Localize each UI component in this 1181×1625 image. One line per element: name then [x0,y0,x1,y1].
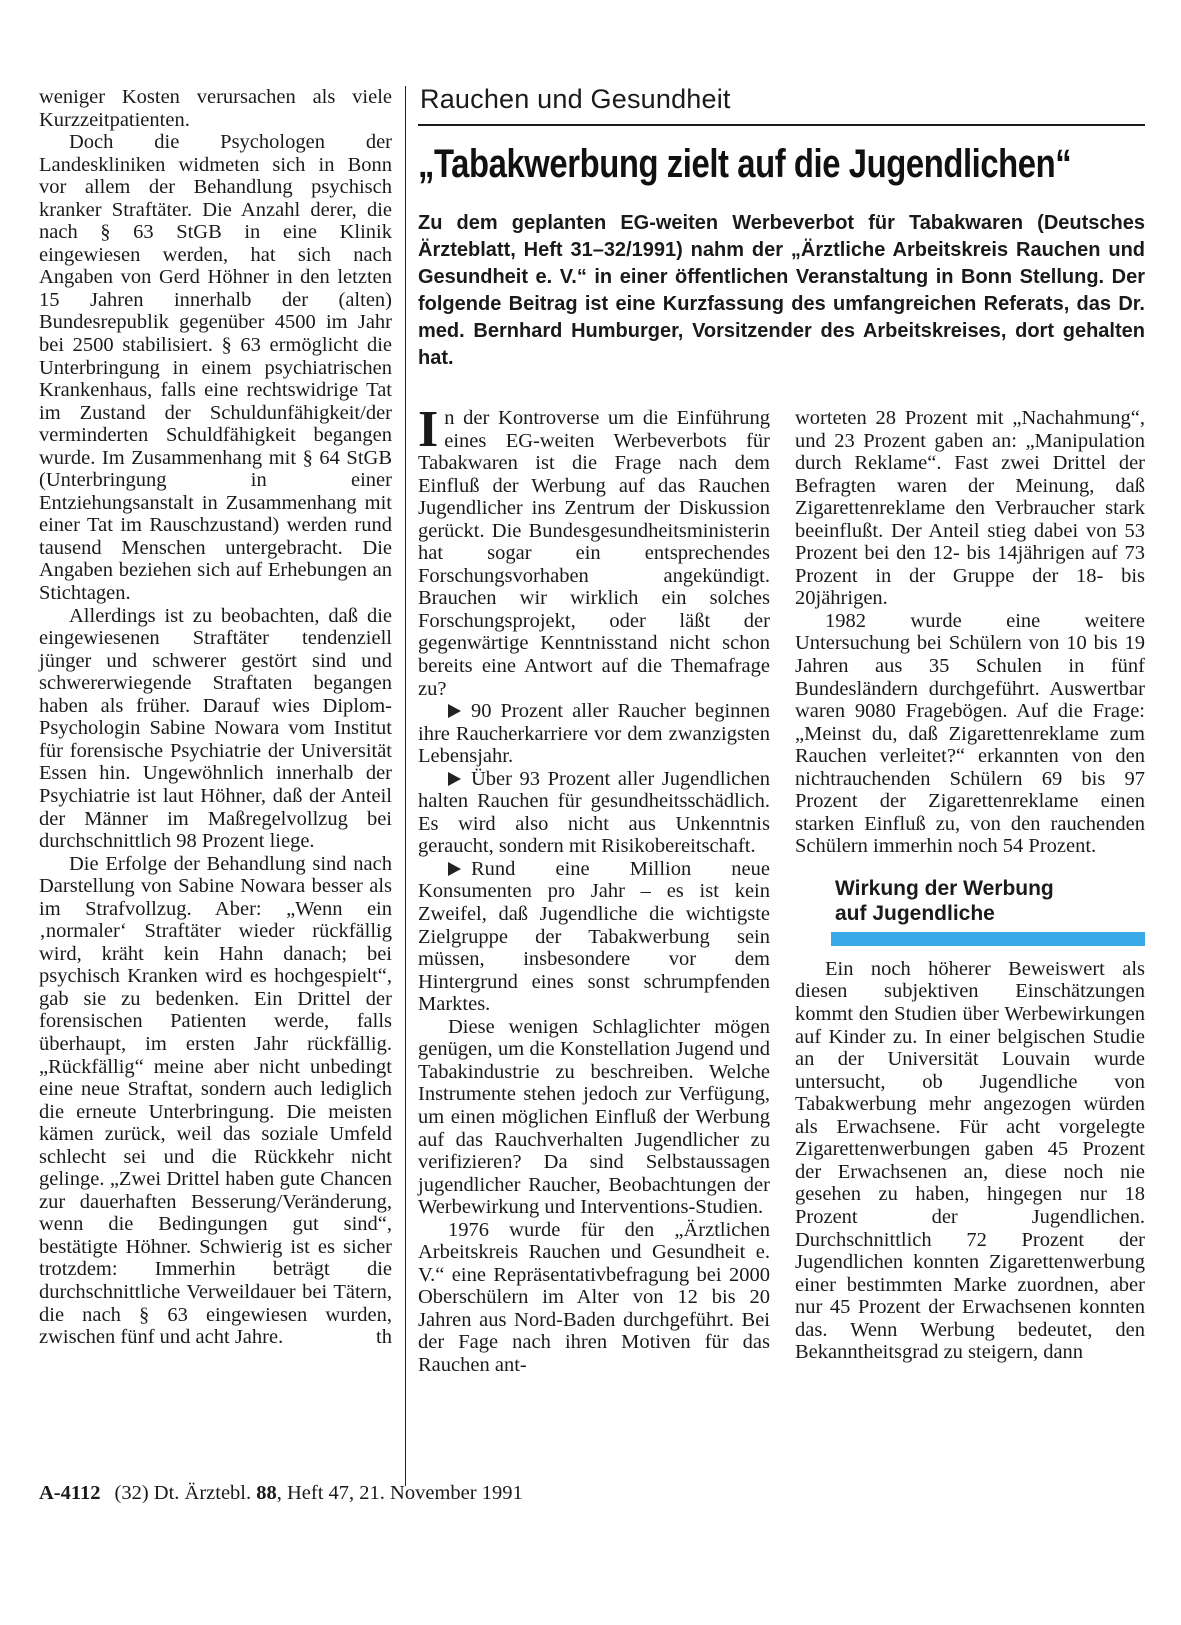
page-footer [39,1482,523,1505]
journal-citation: (32) Dt. Ärztebl. [114,1482,252,1504]
bullet-text: Rund eine Million neue Konsumenten pro Jahr – es ist kein Zweifel, daß Jugendliche die wichtigste Zielgruppe der Tabakwerbung sein müssen, insbesondere vor dem Hintergrund eines sonst schrumpfenden Marktes. [418,857,770,1016]
bullet-item [418,700,770,768]
paragraph: Doch die Psychologen der Landeskliniken widmeten sich in Bonn vor allem der Behandlung psychisch kranker Straftäter. Die Anzahl derer, die nach § 63 StGB in eine Klinik eingewiesen werden, hat sich nach Angaben von Gerd Höhner in den letzten 15 Jahren innerhalb der (alten) Bundesrepublik gegenüber 4500 im Jahr bei 2500 stabilisiert. § 63 ermöglicht die Unterbringung in einem psychiatrischen Krankenhaus, falls eine rechtswidrige Tat im Zustand der Schuldunfähigkeit/der verminderten Schuldfähigkeit begangen wurde. Im Zusammenhang mit § 64 StGB (Unterbringung in einer Entziehungsanstalt in Zusammenhang mit einer Tat im Rauschzustand) werden rund tausend Menschen untergebracht. Die Angaben beziehen sich auf Erhebungen an Stichtagen. [39,131,392,605]
paragraph: Diese wenigen Schlaglichter mögen genügen, um die Konstellation Jugend und Tabakindustrie zu beschreiben. Welche Instrumente stehen jedoch zur Verfügung, um einen möglichen Einfluß der Werbung auf das Rauchverhalten Jugendlicher zu verifizieren? Da sind Selbstaussagen jugendlicher Raucher, Beobachtungen der Werbewirkung und Interventions-Studien. [418,1015,770,1219]
column-right [795,407,1145,1364]
column-rule [405,86,406,1486]
column-middle [418,401,770,1377]
paragraph: 1982 wurde eine weitere Untersuchung bei Schülern von 10 bis 19 Jahren aus 35 Schulen in fünf Bundesländern durchgeführt. Auswertbar waren 9080 Fragebögen. Auf die Frage: „Meinst du, daß Zigarettenreklame zum Rauchen verleitet?“ erkannten von den nichtrauchenden Schülern 69 bis 97 Prozent der Zigarettenreklame einen starken Einfluß zu, von den rauchenden Schülern immerhin noch 54 Prozent. [795,609,1145,858]
bullet-text: Über 93 Prozent aller Jugendlichen halten Rauchen für gesundheitsschädlich. Es wird also nicht aus Unkenntnis geraucht, sondern mit Risikobereitschaft. [418,767,770,858]
subheading-accent-bar [831,932,1145,946]
subheading-line: Wirkung der Werbung [835,876,1054,900]
section-label: Rauchen und Gesundheit [420,84,731,114]
lead-paragraph: Zu dem geplanten EG-weiten Werbeverbot für Tabakwaren (Deutsches Ärzteblatt, Heft 31–32/1991) nahm der „Ärztliche Arbeitskreis Rauchen und Gesundheit e. V.“ in einer öffentlichen Veranstaltung in Bonn Stellung. Der folgende Beitrag ist eine Kurzfassung des umfangreichen Referats, das Dr. med. Bernhard Humburger, Vorsitzender des Arbeitskreises, dort gehalten hat. [418,212,1145,369]
bullet-text: 90 Prozent aller Raucher beginnen ihre Raucherkarriere vor dem zwanzigsten Lebensjahr. [418,700,770,768]
drop-cap: I [418,401,439,458]
issue-date: , Heft 47, 21. November 1991 [276,1482,523,1504]
headline: „Tabakwerbung zielt auf die Jugendlichen“ [418,142,1072,186]
triangle-bullet-icon [448,772,461,786]
page-number: A-4112 [39,1482,101,1504]
paragraph [418,401,770,700]
paragraph: Allerdings ist zu beobachten, daß die eingewiesenen Straftäter tendenziell jünger und schwerer gestört sind und schwererwiegende Straftaten begangen haben als früher. Darauf wies Diplom-Psychologin Sabine Nowara vom Institut für forensische Psychiatrie der Universität Essen hin. Ungewöhnlich innerhalb der Psychiatrie ist laut Höhner, daß der Anteil der Männer im Maßregelvollzug bei durchschnittlich 98 Prozent liege. [39,604,392,853]
paragraph: Ein noch höherer Beweiswert als diesen subjektiven Einschätzungen kommt den Studien über Werbewirkungen auf Kinder zu. In einer belgischen Studie an der Universität Louvain wurde untersucht, ob Jugendliche von Tabakwerbung mehr angezogen würden als Erwachsene. Für acht vorgelegte Zigarettenwerbungen gaben 45 Prozent der Erwachsenen an, diese noch nie gesehen zu haben, hingegen nur 18 Prozent der Jugendlichen. Durchschnittlich 72 Prozent der Jugendlichen konnten Zigarettenwerbung einer bestimmten Marke zuordnen, aber nur 45 Prozent der Erwachsenen konnten das. Wenn Werbung bedeutet, den Bekanntheitsgrad zu steigern, dann [795,957,1145,1364]
paragraph-text: Die Erfolge der Behandlung sind nach Darstellung von Sabine Nowara besser als im Strafvollzug. Aber: „Wenn ein ‚normaler‘ Straftäter wieder rückfällig wird, kräht kein Hahn danach; bei psychisch Kranken wird es hochgespielt“, gab sie zu bedenken. Ein Drittel der forensischen Patienten werde, falls überhaupt, im ersten Jahr rückfällig. „Rückfällig“ meine aber nicht unbedingt eine neue Straftat, sondern auch lediglich die erneute Unterbringung. Die meisten kämen zurück, weil das soziale Umfeld schlecht sei und die Rückkehr nicht gelinge. „Zwei Drittel haben gute Chancen zur dauerhaften Besserung/Veränderung, wenn die Bedingungen gut sind“, bestätigte Höhner. Schwierig ist es sicher trotzdem: Immerhin beträgt die durchschnittliche Verweildauer bei Tätern, die nach § 63 eingewiesen wurden, zwischen fünf und acht Jahre. [39,852,392,1349]
column-left [39,86,392,1349]
triangle-bullet-icon [448,704,461,718]
paragraph: weniger Kosten verursachen als viele Kurzzeitpatienten. [39,86,392,131]
triangle-bullet-icon [448,862,461,876]
bullet-item [418,768,770,858]
bullet-item [418,858,770,1016]
section-underline [418,124,1145,126]
subheading [795,876,1145,926]
paragraph-text: n der Kontroverse um die Einführung eines EG-weiten Werbeverbots für Tabakwaren ist die Frage nach dem Einfluß der Werbung auf das Rauchen Jugendlicher ins Zentrum der Diskussion gerückt. Die Bundesgesundheitsministerin hat sogar ein entsprechendes Forschungsvorhaben angekündigt. Brauchen wir wirklich ein solches Forschungsprojekt, oder läßt der gegenwärtige Kenntnisstand nicht schon bereits eine Antwort auf die Themafrage zu? [418,407,770,700]
paragraph: 1976 wurde für den „Ärztlichen Arbeitskreis Rauchen und Gesundheit e. V.“ eine Repräsentativbefragung bei 2000 Oberschülern im Alter von 12 bis 20 Jahren aus Nord-Baden durchgeführt. Bei der Fage nach ihren Motiven für das Rauchen ant- [418,1218,770,1376]
paragraph: worteten 28 Prozent mit „Nachahmung“, und 23 Prozent gaben an: „Manipulation durch Reklame“. Fast zwei Drittel der Befragten waren der Meinung, daß Zigarettenreklame den Verbraucher stark beeinflußt. Der Anteil stieg dabei von 53 Prozent bei den 12- bis 14jährigen auf 73 Prozent in der Gruppe der 18- bis 20jährigen. [795,407,1145,610]
volume-number: 88 [256,1482,277,1504]
paragraph [39,853,392,1349]
author-signature: th [376,1326,392,1349]
subheading-line: auf Jugendliche [835,901,995,925]
